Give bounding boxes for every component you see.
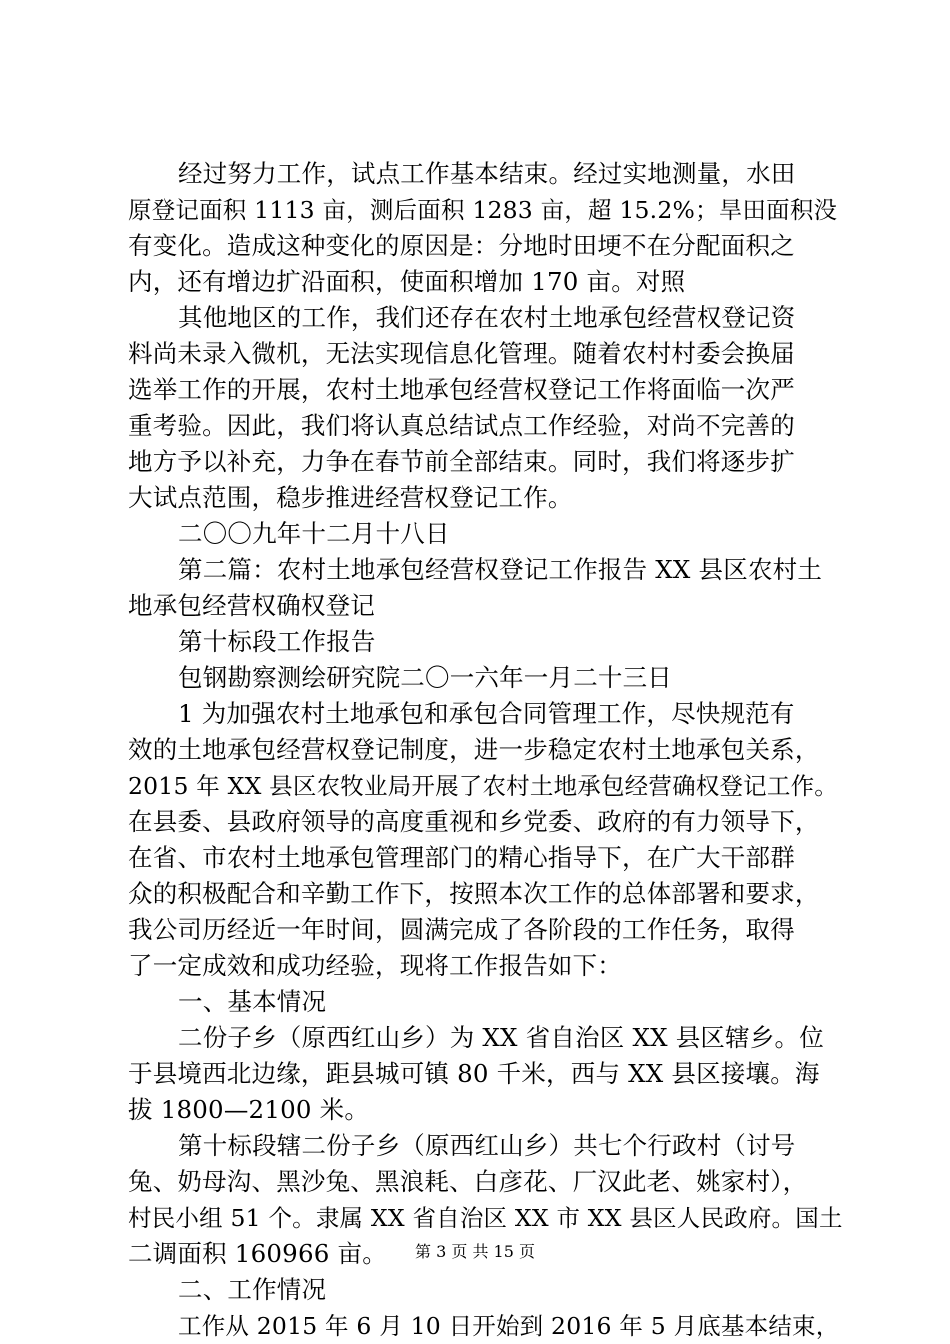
text-line: 于县境西北边缘，距县城可镇 80 千米，西与 XX 县区接壤。海: [128, 1059, 820, 1088]
text-line: 众的积极配合和辛勤工作下，按照本次工作的总体部署和要求，: [128, 879, 820, 908]
text-line: 村民小组 51 个。隶属 XX 省自治区 XX 市 XX 县区人民政府。国土: [128, 1204, 843, 1232]
text-line: 了一定成效和成功经验，现将工作报告如下：: [128, 951, 622, 980]
text-line: 地承包经营权确权登记: [128, 591, 375, 620]
text-line: 一、基本情况: [178, 987, 327, 1016]
text-line: 大试点范围，稳步推进经营权登记工作。: [128, 483, 573, 512]
text-line: 在省、市农村土地承包管理部门的精心指导下，在广大干部群: [128, 843, 795, 872]
text-line: 地方予以补充，力争在春节前全部结束。同时，我们将逐步扩: [128, 447, 795, 476]
text-line: 二调面积 160966 亩。: [128, 1239, 387, 1268]
text-line: 经过努力工作，试点工作基本结束。经过实地测量，水田: [178, 159, 796, 188]
text-line: 工作从 2015 年 6 月 10 日开始到 2016 年 5 月底基本结束，: [178, 1312, 840, 1340]
text-line: 二〇〇九年十二月十八日: [178, 519, 450, 548]
text-line: 效的土地承包经营权登记制度，进一步稳定农村土地承包关系，: [128, 735, 820, 764]
text-line: 重考验。因此，我们将认真总结试点工作经验，对尚不完善的: [128, 411, 795, 440]
text-line: 料尚未录入微机，无法实现信息化管理。随着农村村委会换届: [128, 339, 795, 368]
text-line: 兔、奶母沟、黑沙兔、黑浪耗、白彦花、厂汉此老、姚家村），: [128, 1167, 808, 1196]
text-line: 第十标段辖二份子乡（原西红山乡）共七个行政村（讨号: [178, 1131, 796, 1160]
text-line: 选举工作的开展，农村土地承包经营权登记工作将面临一次严: [128, 375, 795, 404]
text-line: 第十标段工作报告: [178, 627, 376, 656]
text-line: 第二篇：农村土地承包经营权登记工作报告 XX 县区农村土: [178, 555, 823, 584]
text-line: 拔 1800—2100 米。: [128, 1095, 370, 1124]
text-line: 内，还有增边扩沿面积，使面积增加 170 亩。对照: [128, 267, 686, 296]
text-line: 包钢勘察测绘研究院二〇一六年一月二十三日: [178, 663, 672, 692]
text-line: 有变化。造成这种变化的原因是：分地时田埂不在分配面积之: [128, 231, 795, 260]
text-line: 其他地区的工作，我们还存在农村土地承包经营权登记资: [178, 303, 796, 332]
text-line: 原登记面积 1113 亩，测后面积 1283 亩，超 15.2%；旱田面积没: [128, 196, 838, 224]
page-number-footer: 第 3 页 共 15 页: [415, 1242, 535, 1261]
text-line: 在县委、县政府领导的高度重视和乡党委、政府的有力领导下，: [128, 807, 820, 836]
text-line: 二、工作情况: [178, 1275, 327, 1304]
text-line: 二份子乡（原西红山乡）为 XX 省自治区 XX 县区辖乡。位: [178, 1023, 824, 1052]
document-body: [128, 156, 848, 1344]
text-line: 我公司历经近一年时间，圆满完成了各阶段的工作任务，取得: [128, 915, 795, 944]
text-line: 1 为加强农村土地承包和承包合同管理工作，尽快规范有: [178, 699, 795, 728]
text-line: 2015 年 XX 县区农牧业局开展了农村土地承包经营确权登记工作。: [128, 772, 838, 800]
